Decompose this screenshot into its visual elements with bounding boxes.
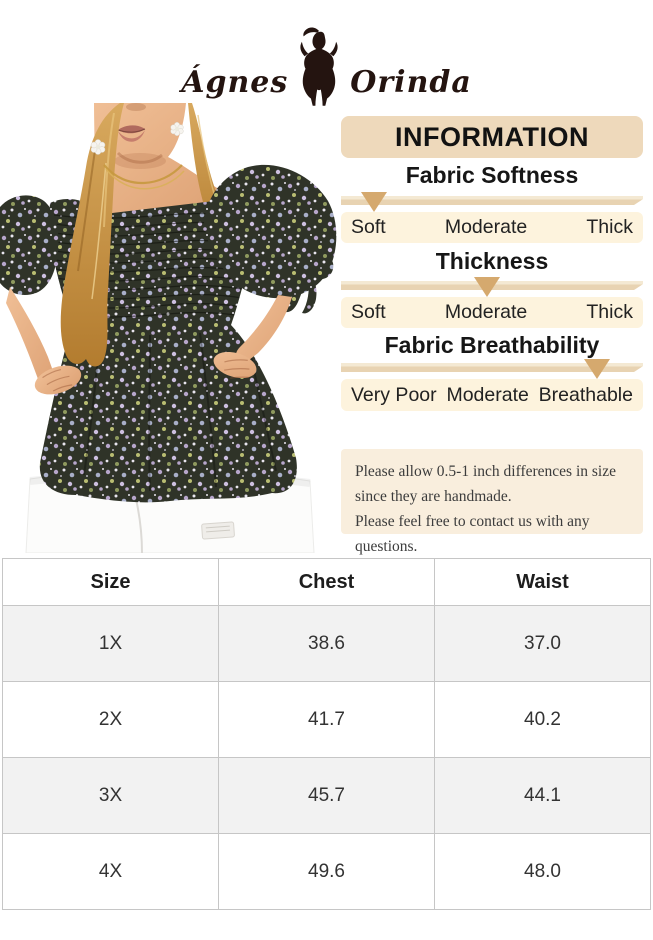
scale-label: Thick bbox=[586, 301, 633, 323]
scale-label: Breathable bbox=[538, 383, 633, 406]
marker-triangle-icon bbox=[584, 359, 610, 379]
waist-cell: 44.1 bbox=[435, 758, 651, 834]
note-line: Please allow 0.5-1 inch differences in size bbox=[355, 463, 616, 480]
waist-cell: 40.2 bbox=[435, 682, 651, 758]
chest-cell: 41.7 bbox=[219, 682, 435, 758]
waist-cell: 48.0 bbox=[435, 834, 651, 910]
size-cell: 1X bbox=[3, 606, 219, 682]
column-header-chest: Chest bbox=[219, 559, 435, 606]
table-row bbox=[3, 758, 651, 834]
waist-cell: 37.0 bbox=[435, 606, 651, 682]
handmade-note bbox=[341, 449, 643, 556]
note-line: since they are handmade. bbox=[355, 488, 512, 506]
scale-labels-thickness bbox=[341, 297, 643, 328]
scale-labels-fabric-softness bbox=[341, 212, 643, 243]
brand-name-second: Orinda bbox=[350, 65, 472, 100]
chest-cell: 38.6 bbox=[219, 606, 435, 682]
chest-cell: 45.7 bbox=[219, 758, 435, 834]
size-cell: 3X bbox=[3, 758, 219, 834]
scale-label: Moderate bbox=[446, 383, 529, 406]
marker-triangle-icon bbox=[361, 192, 387, 212]
scale-label: Thick bbox=[586, 216, 633, 238]
size-cell: 4X bbox=[3, 834, 219, 910]
size-table bbox=[2, 558, 651, 910]
scale-label: Moderate bbox=[444, 216, 528, 238]
scale-label: Soft bbox=[351, 216, 386, 238]
size-cell: 2X bbox=[3, 682, 219, 758]
size-table-header-row bbox=[3, 559, 651, 606]
woman-silhouette-icon bbox=[292, 24, 346, 110]
chest-cell: 49.6 bbox=[219, 834, 435, 910]
scale-title-thickness: Thickness bbox=[435, 248, 549, 274]
brand-logo bbox=[0, 14, 653, 110]
product-photo-model bbox=[0, 103, 337, 553]
scale-title-fabric-softness: Fabric Softness bbox=[405, 162, 579, 188]
table-row bbox=[3, 682, 651, 758]
brand-name-first: Ágnes bbox=[181, 65, 289, 100]
table-row bbox=[3, 834, 651, 910]
scale-title-fabric-breathability: Fabric Breathability bbox=[384, 332, 600, 358]
scale-label: Soft bbox=[351, 301, 386, 323]
scale-label: Moderate bbox=[444, 301, 528, 323]
table-row bbox=[3, 606, 651, 682]
note-line: Please feel free to contact us with any questions. bbox=[355, 513, 590, 556]
scale-labels-fabric-breathability bbox=[341, 379, 643, 411]
information-header: INFORMATION bbox=[341, 116, 643, 158]
column-header-waist: Waist bbox=[435, 559, 651, 606]
column-header-size: Size bbox=[3, 559, 219, 606]
marker-triangle-icon bbox=[474, 277, 500, 297]
scale-label: Very Poor bbox=[351, 383, 437, 406]
